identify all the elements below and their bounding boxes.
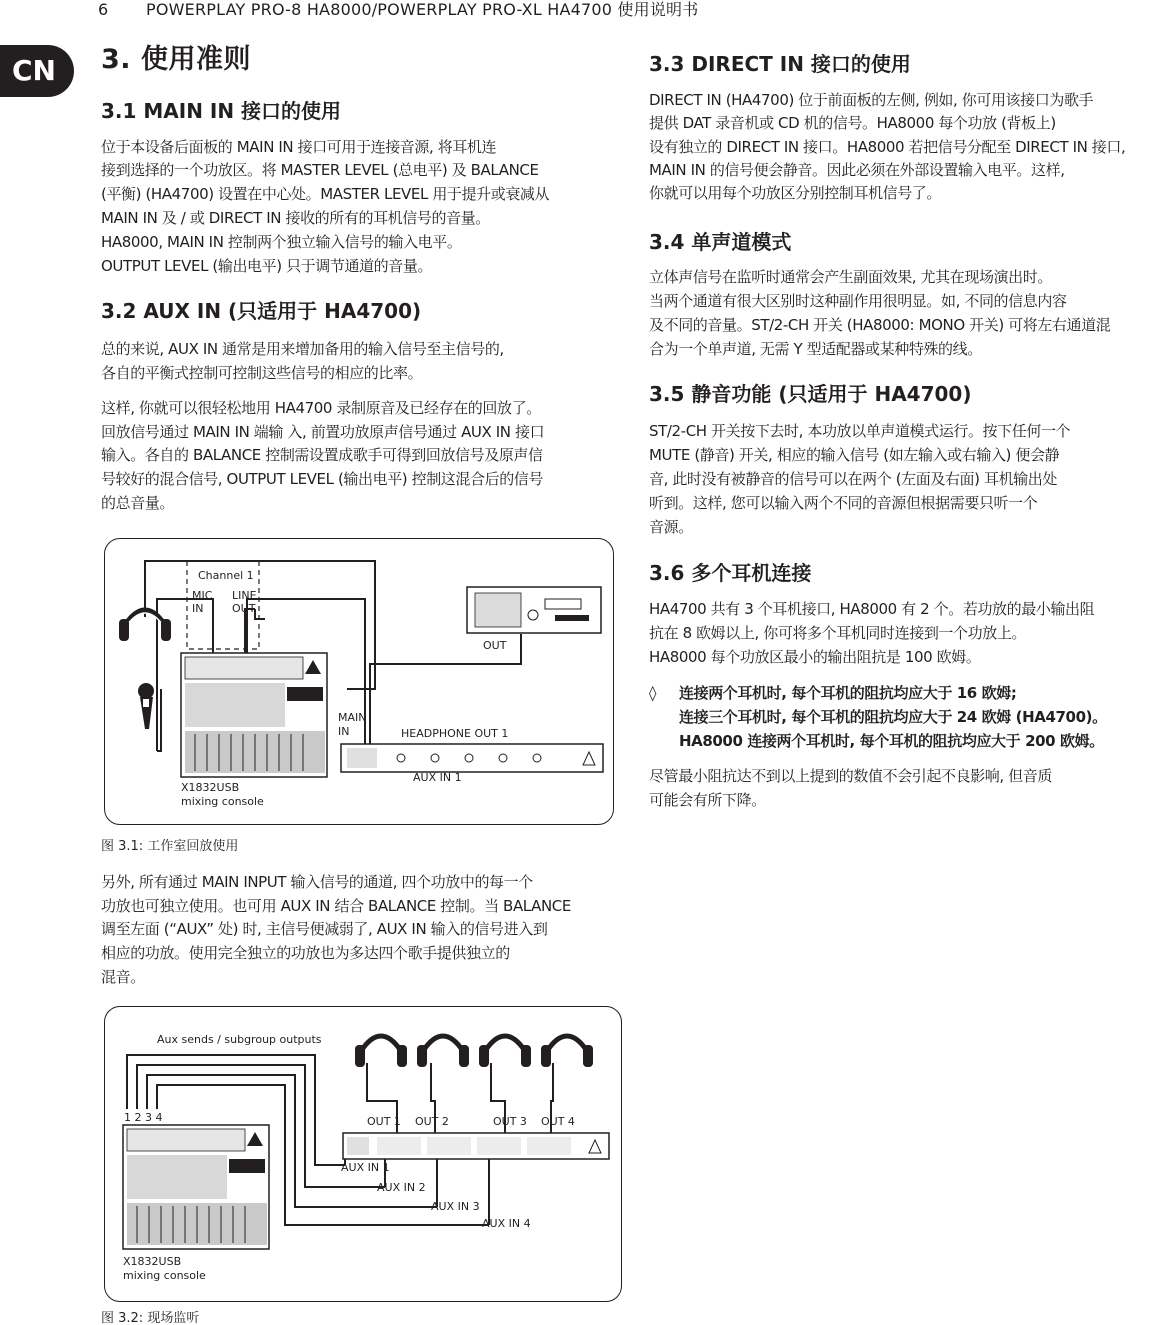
headphone-amp-icon xyxy=(341,744,603,772)
paragraph-line: HA8000 每个功放区最小的输出阻抗是 100 欧姆。 xyxy=(649,648,981,666)
mixing-console-icon xyxy=(123,1125,269,1249)
paragraph-line: 总的来说, AUX IN 通常是用来增加备用的输入信号至主信号的, xyxy=(101,340,504,358)
paragraph-line: 及不同的音量。ST/2-CH 开关 (HA8000: MONO 开关) 可将左右通道混 xyxy=(649,316,1111,334)
paragraph-line: 音源。 xyxy=(649,518,693,536)
console-label: mixing console xyxy=(181,795,264,808)
heading-3-6: 3.6 多个耳机连接 xyxy=(649,561,812,585)
bullet-line: HA8000 连接两个耳机时, 每个耳机的阻抗均应大于 200 欧姆。 xyxy=(679,732,1104,750)
paragraph-line: 回放信号通过 MAIN IN 端输 入, 前置功放原声信号通过 AUX IN 接口 xyxy=(101,423,545,441)
aux-sends-label: Aux sends / subgroup outputs xyxy=(157,1033,322,1046)
paragraph-line: HA4700 共有 3 个耳机接口, HA8000 有 2 个。若功放的最小输出阻 xyxy=(649,600,1095,618)
out-label: OUT xyxy=(483,639,507,652)
paragraph-line: 听到。这样, 您可以输入两个不同的音源但根据需要只听一个 xyxy=(649,494,1038,512)
paragraph-line: 输入。各自的 BALANCE 控制需设置成歌手可得到回放信号及原声信 xyxy=(101,446,543,464)
language-tab: CN xyxy=(0,45,74,97)
paragraph-line: 设有独立的 DIRECT IN 接口。HA8000 若把信号分配至 DIRECT IN 接口, xyxy=(649,138,1126,156)
heading-3-4: 3.4 单声道模式 xyxy=(649,230,792,254)
section-title: 3. 使用准则 xyxy=(101,44,251,75)
paragraph-line: ST/2-CH 开关按下去时, 本功放以单声道模式运行。按下任何一个 xyxy=(649,422,1071,440)
paragraph-line: MUTE (静音) 开关, 相应的输入信号 (如左输入或右输入) 便会静 xyxy=(649,446,1060,464)
headphones-icon xyxy=(355,1036,407,1067)
main-in-label: MAIN xyxy=(338,711,367,724)
paragraph-line: 接到选择的一个功放区。将 MASTER LEVEL (总电平) 及 BALANCE xyxy=(101,161,539,179)
aux-in-label: AUX IN 1 xyxy=(413,771,462,784)
paragraph-line: 混音。 xyxy=(101,968,145,986)
paragraph-line: 你就可以用每个功放区分别控制耳机信号了。 xyxy=(649,184,942,202)
paragraph-line: 功放也可独立使用。也可用 AUX IN 结合 BALANCE 控制。当 BALANCE xyxy=(101,897,571,915)
out-1-label: OUT 1 xyxy=(367,1115,401,1128)
line-out-label: OUT xyxy=(232,602,256,615)
line-out-label: LINE xyxy=(232,589,257,602)
paragraph-line: 的总音量。 xyxy=(101,494,175,512)
aux-in-3-label: AUX IN 3 xyxy=(431,1200,480,1213)
heading-3-3: 3.3 DIRECT IN 接口的使用 xyxy=(649,52,911,76)
out-3-label: OUT 3 xyxy=(493,1115,527,1128)
channel-1-label: Channel 1 xyxy=(198,569,254,582)
paragraph-line: 提供 DAT 录音机或 CD 机的信号。HA8000 每个功放 (背板上) xyxy=(649,114,1056,132)
paragraph-line: 另外, 所有通过 MAIN INPUT 输入信号的通道, 四个功放中的每一个 xyxy=(101,873,533,891)
aux-in-1-label: AUX IN 1 xyxy=(341,1161,390,1174)
console-label: X1832USB xyxy=(181,781,240,794)
paragraph-line: MAIN IN 的信号便会静音。因此必须在外部设置输入电平。这样, xyxy=(649,161,1065,179)
channel-numbers-label: 1 2 3 4 xyxy=(124,1111,163,1124)
paragraph-line: HA8000, MAIN IN 控制两个独立输入信号的输入电平。 xyxy=(101,233,462,251)
playback-device-icon xyxy=(467,587,601,633)
heading-3-1: 3.1 MAIN IN 接口的使用 xyxy=(101,99,342,123)
paragraph-line: 立体声信号在监听时通常会产生副面效果, 尤其在现场演出时。 xyxy=(649,268,1052,286)
out-4-label: OUT 4 xyxy=(541,1115,575,1128)
console-label: mixing console xyxy=(123,1269,206,1282)
paragraph-line: OUTPUT LEVEL (输出电平) 只于调节通道的音量。 xyxy=(101,257,433,275)
figure-caption: 图 3.1: 工作室回放使用 xyxy=(101,839,239,854)
document-title: POWERPLAY PRO-8 HA8000/POWERPLAY PRO-XL HA4700 使用说明书 xyxy=(146,0,699,19)
headphone-amp-icon xyxy=(343,1133,609,1159)
aux-in-4-label: AUX IN 4 xyxy=(482,1217,531,1230)
paragraph-line: 合为一个单声道, 无需 Y 型适配器或某种特殊的线。 xyxy=(649,340,982,358)
figure-studio-playback xyxy=(104,538,614,825)
mic-in-label: IN xyxy=(192,602,204,615)
figure-caption: 图 3.2: 现场监听 xyxy=(101,1311,200,1325)
aux-in-2-label: AUX IN 2 xyxy=(377,1181,426,1194)
headphones-icon xyxy=(417,1036,469,1067)
paragraph-line: 调至左面 (“AUX” 处) 时, 主信号便减弱了, AUX IN 输入的信号进入到 xyxy=(101,920,548,938)
paragraph-line: 各自的平衡式控制可控制这些信号的相应的比率。 xyxy=(101,364,423,382)
live-monitoring-diagram xyxy=(105,1007,623,1303)
heading-3-5: 3.5 静音功能 (只适用于 HA4700) xyxy=(649,382,972,406)
paragraph-line: 当两个通道有很大区别时这种副作用很明显。如, 不同的信息内容 xyxy=(649,292,1067,310)
bullet-line: 连接两个耳机时, 每个耳机的阻抗均应大于 16 欧姆; xyxy=(679,684,1017,702)
page-number: 6 xyxy=(98,0,109,19)
heading-3-2: 3.2 AUX IN (只适用于 HA4700) xyxy=(101,299,422,323)
mic-in-label: MIC xyxy=(192,589,213,602)
out-2-label: OUT 2 xyxy=(415,1115,449,1128)
bullet-symbol: ◊ xyxy=(649,684,657,702)
bullet-line: 连接三个耳机时, 每个耳机的阻抗均应大于 24 欧姆 (HA4700)。 xyxy=(679,708,1107,726)
paragraph-line: 相应的功放。使用完全独立的功放也为多达四个歌手提供独立的 xyxy=(101,944,510,962)
paragraph-line: DIRECT IN (HA4700) 位于前面板的左侧, 例如, 你可用该接口为歌手 xyxy=(649,91,1094,109)
paragraph-line: MAIN IN 及 / 或 DIRECT IN 接收的所有的耳机信号的音量。 xyxy=(101,209,490,227)
paragraph-line: 这样, 你就可以很轻松地用 HA4700 录制原音及已经存在的回放了。 xyxy=(101,399,541,417)
paragraph-line: 抗在 8 欧姆以上, 你可将多个耳机同时连接到一个功放上。 xyxy=(649,624,1027,642)
paragraph-line: 音, 此时没有被静音的信号可以在两个 (左面及右面) 耳机输出处 xyxy=(649,470,1057,488)
main-in-label: IN xyxy=(338,725,350,738)
microphone-icon xyxy=(138,683,154,729)
paragraph-line: (平衡) (HA4700) 设置在中心处。MASTER LEVEL 用于提升或衰减从 xyxy=(101,185,550,203)
paragraph-line: 位于本设备后面板的 MAIN IN 接口可用于连接音源, 将耳机连 xyxy=(101,138,497,156)
paragraph-line: 尽管最小阻抗达不到以上提到的数值不会引起不良影响, 但音质 xyxy=(649,767,1052,785)
headphones-icon xyxy=(541,1036,593,1067)
headphone-out-label: HEADPHONE OUT 1 xyxy=(401,727,509,740)
paragraph-line: 号较好的混合信号, OUTPUT LEVEL (输出电平) 控制这混合后的信号 xyxy=(101,470,544,488)
console-label: X1832USB xyxy=(123,1255,182,1268)
mixing-console-icon xyxy=(181,653,327,777)
studio-playback-diagram xyxy=(105,539,615,826)
headphones-icon xyxy=(479,1036,531,1067)
figure-live-monitoring xyxy=(104,1006,622,1302)
paragraph-line: 可能会有所下降。 xyxy=(649,791,766,809)
